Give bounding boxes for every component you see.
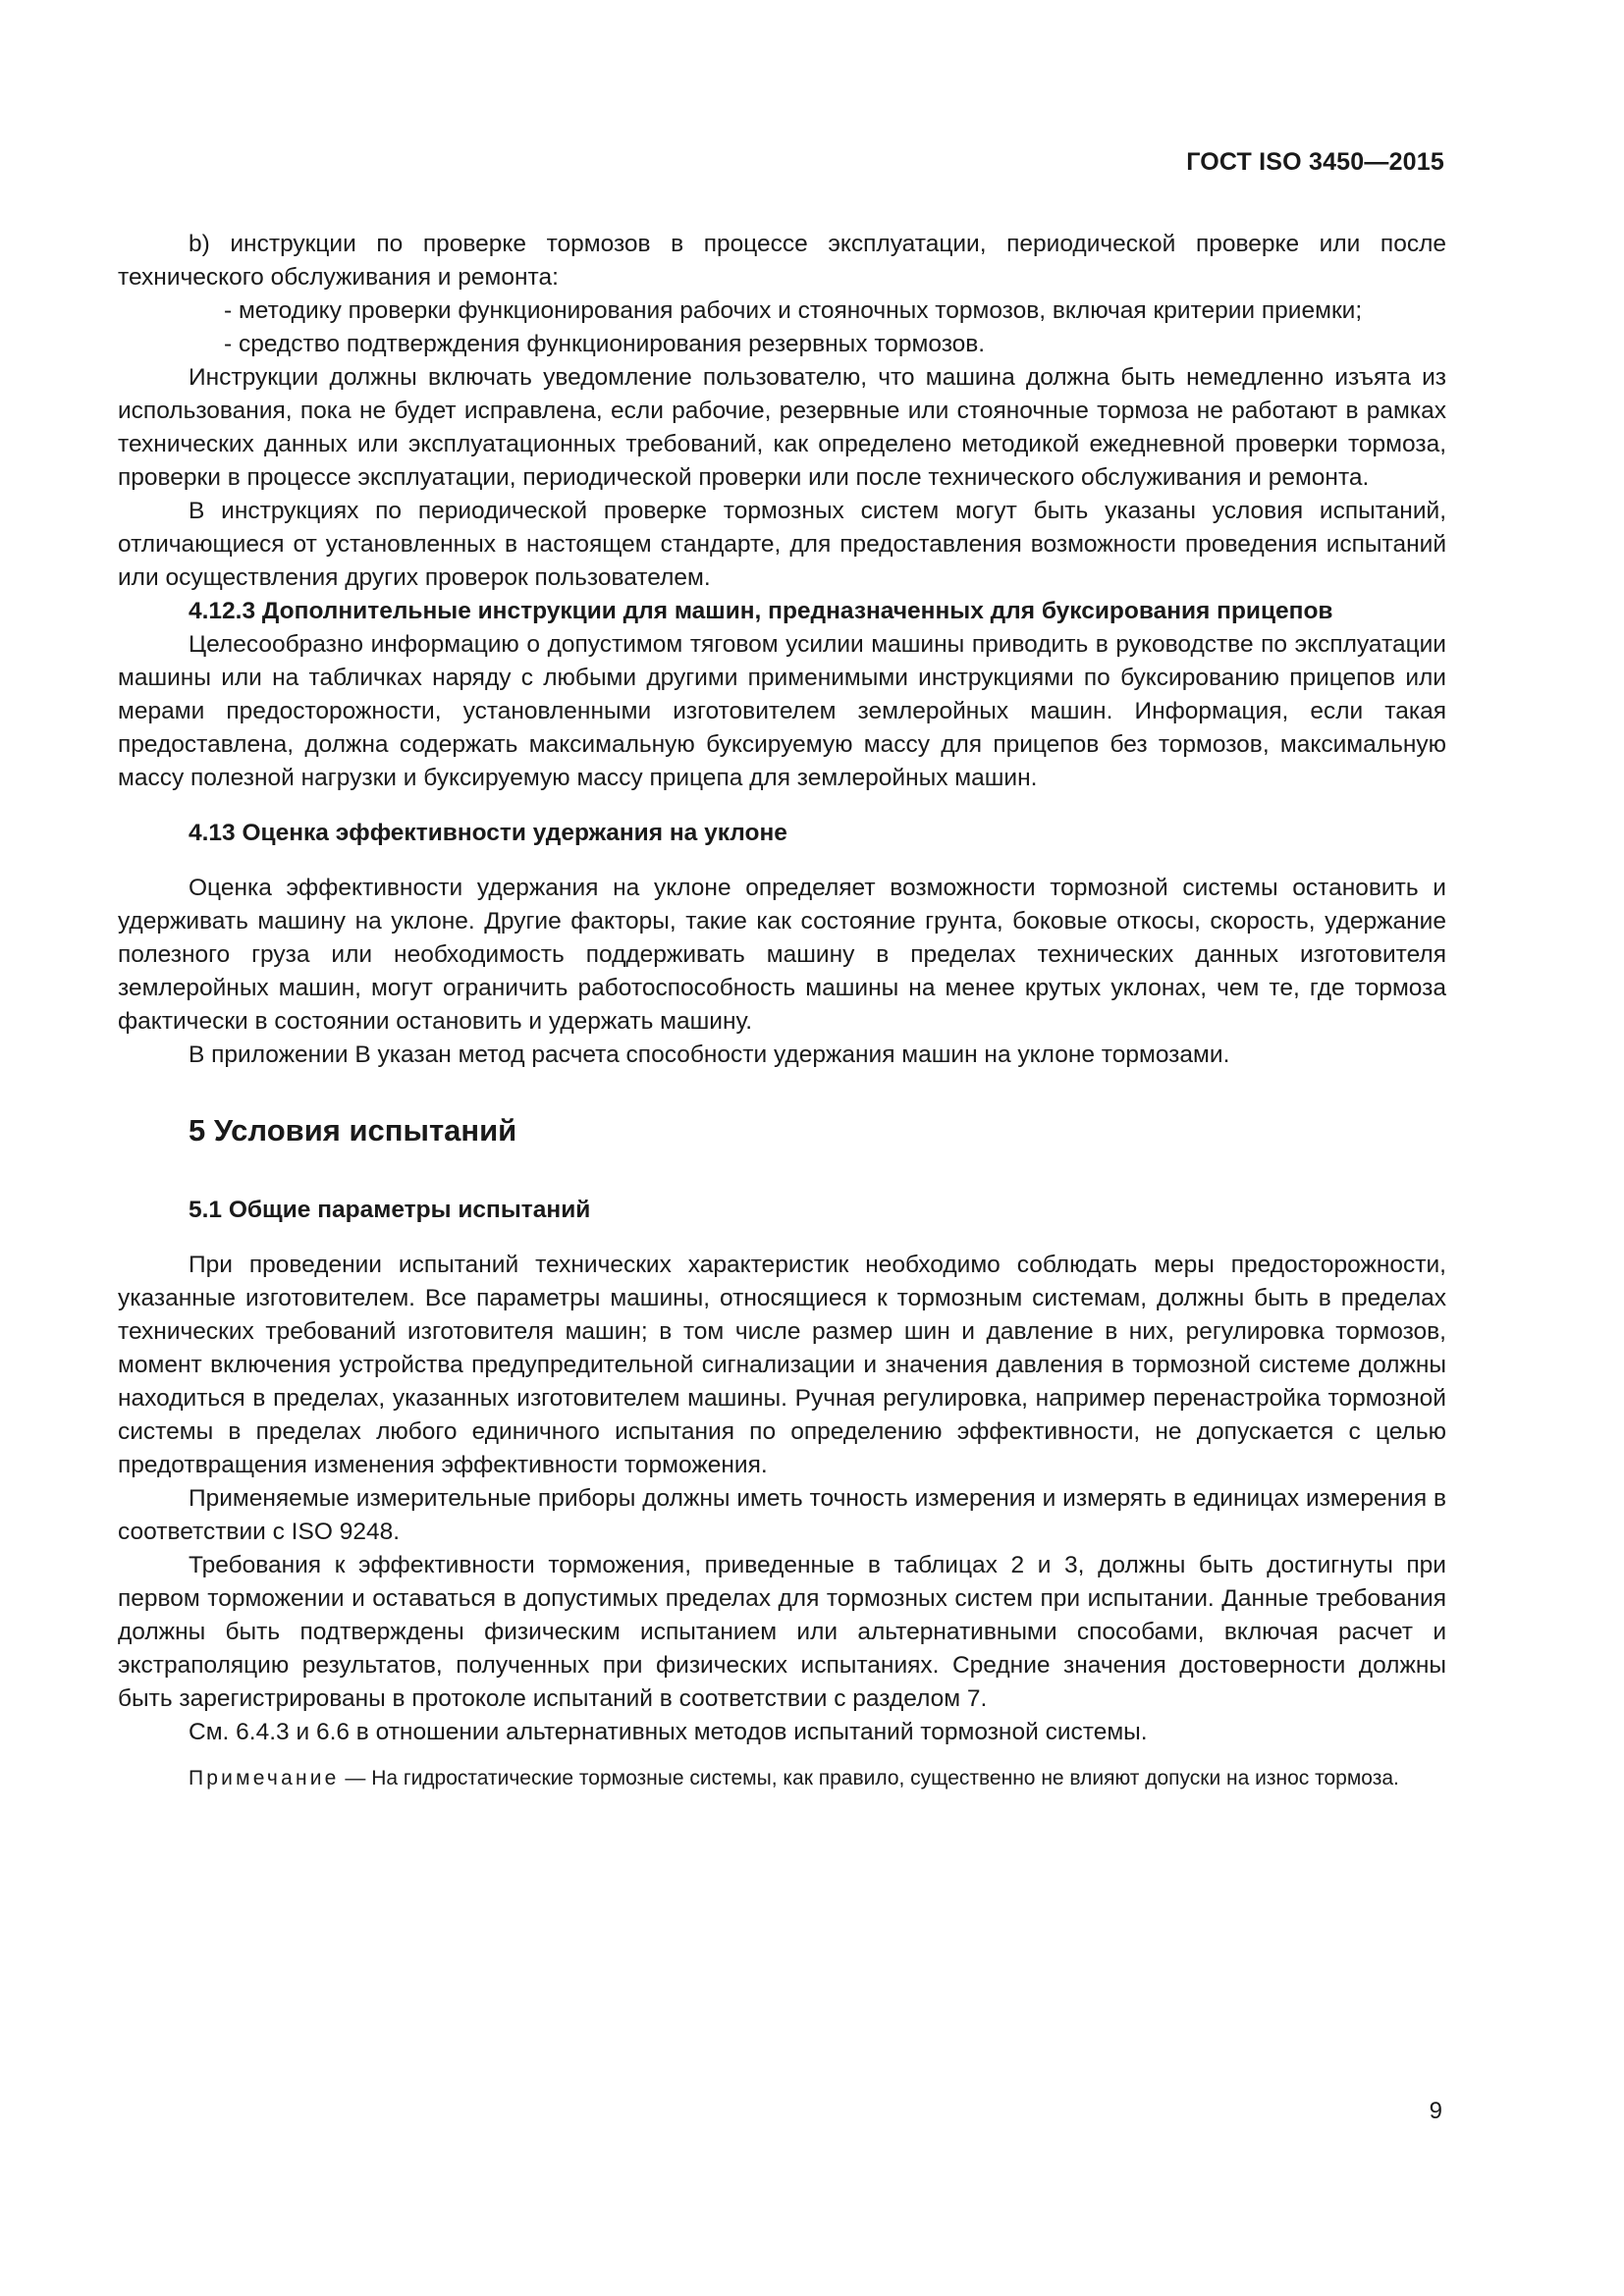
paragraph-user-notice: Инструкции должны включать уведомление пользователю, что машина должна быть немедленно изъята из использования, пока не будет исправлена, если рабочие, резервные или стояночные тормоза не работают в рамках технических данных или эксплуатационных требований, как определено методикой ежедневной проверки тормоза, проверки в процессе эксплуатации, периодической проверки или после технического обслуживания и ремонта. <box>118 364 1446 491</box>
section-heading-5: 5 Условия испытаний <box>189 1113 517 1148</box>
paragraph-annex-b: В приложении В указан метод расчета способности удержания машин на уклоне тормозами. <box>189 1041 1230 1068</box>
note-label: Примечание <box>189 1767 340 1789</box>
standard-designation: ГОСТ ISO 3450—2015 <box>1186 148 1444 176</box>
page-number: 9 <box>1429 2098 1442 2124</box>
paragraph-slope-holding: Оценка эффективности удержания на уклоне определяет возможности тормозной системы остановить и удерживать машину на уклоне. Другие факторы, такие как состояние грунта, боковые откосы, скорость, удержание полезного груза или необходимость поддерживать машину в пределах технических данных изготовителя землеройных машин, могут ограничить работоспособность машины на менее крутых уклонах, чем те, где тормоза фактически в состоянии остановить и удержать машину. <box>118 875 1446 1035</box>
paragraph-alternative-methods: См. 6.4.3 и 6.6 в отношении альтернативных методов испытаний тормозной системы. <box>189 1719 1148 1745</box>
paragraph-measuring-instruments: Применяемые измерительные приборы должны иметь точность измерения и измерять в единицах измерения в соответствии с ISO 9248. <box>118 1485 1446 1545</box>
note-separator: — <box>339 1767 372 1789</box>
list-item-reserve-brakes: - средство подтверждения функционирования резервных тормозов. <box>224 331 986 357</box>
paragraph-braking-requirements: Требования к эффективности торможения, приведенные в таблицах 2 и 3, должны быть достигнуты при первом торможении и оставаться в допустимых пределах для тормозных систем при испытании. Данные требования должны быть подтверждены физическим испытанием или альтернативными способами, включая расчет и экстраполяцию результатов, полученных при физических испытаниях. Средние значения достоверности должны быть зарегистрированы в протоколе испытаний в соответствии с разделом 7. <box>118 1552 1446 1712</box>
body-text <box>118 228 1446 1793</box>
note <box>118 1763 1446 1793</box>
section-heading-5-1: 5.1 Общие параметры испытаний <box>189 1197 591 1223</box>
paragraph-traction-info: Целесообразно информацию о допустимом тяговом усилии машины приводить в руководстве по эксплуатации машины или на табличках наряду с любыми другими применимыми инструкциями по буксированию прицепов или мерами предосторожности, установленными изготовителем землеройных машин. Информация, если такая предоставлена, должна содержать максимальную буксируемую массу для прицепов без тормозов, максимальную массу полезной нагрузки и буксируемую массу прицепа для землеройных машин. <box>118 631 1446 791</box>
paragraph-periodic-check: В инструкциях по периодической проверке тормозных систем могут быть указаны условия испытаний, отличающиеся от установленных в настоящем стандарте, для предоставления возможности проведения испытаний или осуществления других проверок пользователем. <box>118 498 1446 591</box>
paragraph-test-precautions: При проведении испытаний технических характеристик необходимо соблюдать меры предосторожности, указанные изготовителем. Все параметры машины, относящиеся к тормозным системам, должны быть в пределах технических требований изготовителя машин; в том числе размер шин и давление в них, регулировка тормозов, момент включения устройства предупредительной сигнализации и значения давления в тормозной системе должны находиться в пределах, указанных изготовителем машины. Ручная регулировка, например перенастройка тормозной системы в пределах любого единичного испытания по определению эффективности, не допускается с целью предотвращения изменения эффективности торможения. <box>118 1252 1446 1478</box>
section-heading-4-13: 4.13 Оценка эффективности удержания на уклоне <box>189 820 787 846</box>
note-text: На гидростатические тормозные системы, как правило, существенно не влияют допуски на износ тормоза. <box>371 1767 1399 1789</box>
paragraph-instructions-b: b) инструкции по проверке тормозов в процессе эксплуатации, периодической проверке или после технического обслуживания и ремонта: <box>118 231 1446 291</box>
list-item-check-method: - методику проверки функционирования рабочих и стояночных тормозов, включая критерии приемки; <box>224 297 1363 324</box>
section-heading-4-12-3: 4.12.3 Дополнительные инструкции для машин, предназначенных для буксирования прицепов <box>189 598 1333 624</box>
